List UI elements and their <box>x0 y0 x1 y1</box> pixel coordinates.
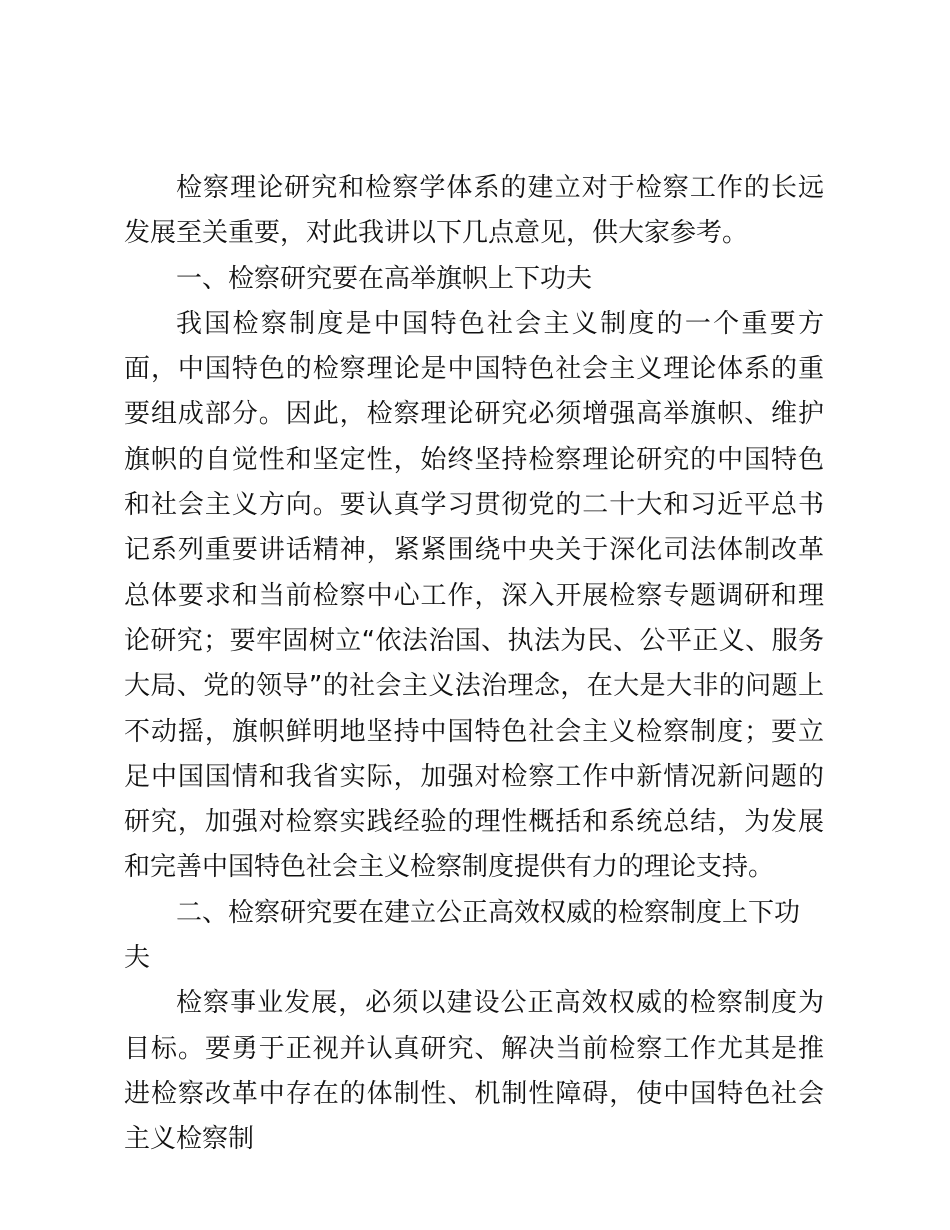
paragraph-intro: 检察理论研究和检察学体系的建立对于检察工作的长远发展至关重要，对此我讲以下几点意见，供大家参考。 <box>124 173 824 249</box>
paragraph-section-1: 我国检察制度是中国特色社会主义制度的一个重要方面，中国特色的检察理论是中国特色社会主义理论体系的重要组成部分。因此，检察理论研究必须增强高举旗帜、维护旗帜的自觉性和坚定性，始终坚持检察理论研究的中国特色和社会主义方向。要认真学习贯彻党的二十大和习近平总书记系列重要讲话精神，紧紧围绕中央关于深化司法体制改革总体要求和当前检察中心工作，深入开展检察专题调研和理论研究；要牢固树立“依法治国、执法为民、公平正义、服务大局、党的领导”的社会主义法治理念，在大是大非的问题上不动摇，旗帜鲜明地坚持中国特色社会主义检察制度；要立足中国国情和我省实际，加强对检察工作中新情况新问题的研究，加强对检察实践经验的理性概括和系统总结，为发展和完善中国特色社会主义检察制度提供有力的理论支持。 <box>124 308 824 883</box>
paragraph-section-2: 检察事业发展，必须以建设公正高效权威的检察制度为目标。要勇于正视并认真研究、解决当前检察工作尤其是推进检察改革中存在的体制性、机制性障碍，使中国特色社会主义检察制 <box>124 988 824 1155</box>
document-body <box>124 166 824 1163</box>
section-heading-2: 二、检察研究要在建立公正高效权威的检察制度上下功夫 <box>124 897 801 974</box>
section-heading-1: 一、检察研究要在高举旗帜上下功夫 <box>176 263 593 294</box>
